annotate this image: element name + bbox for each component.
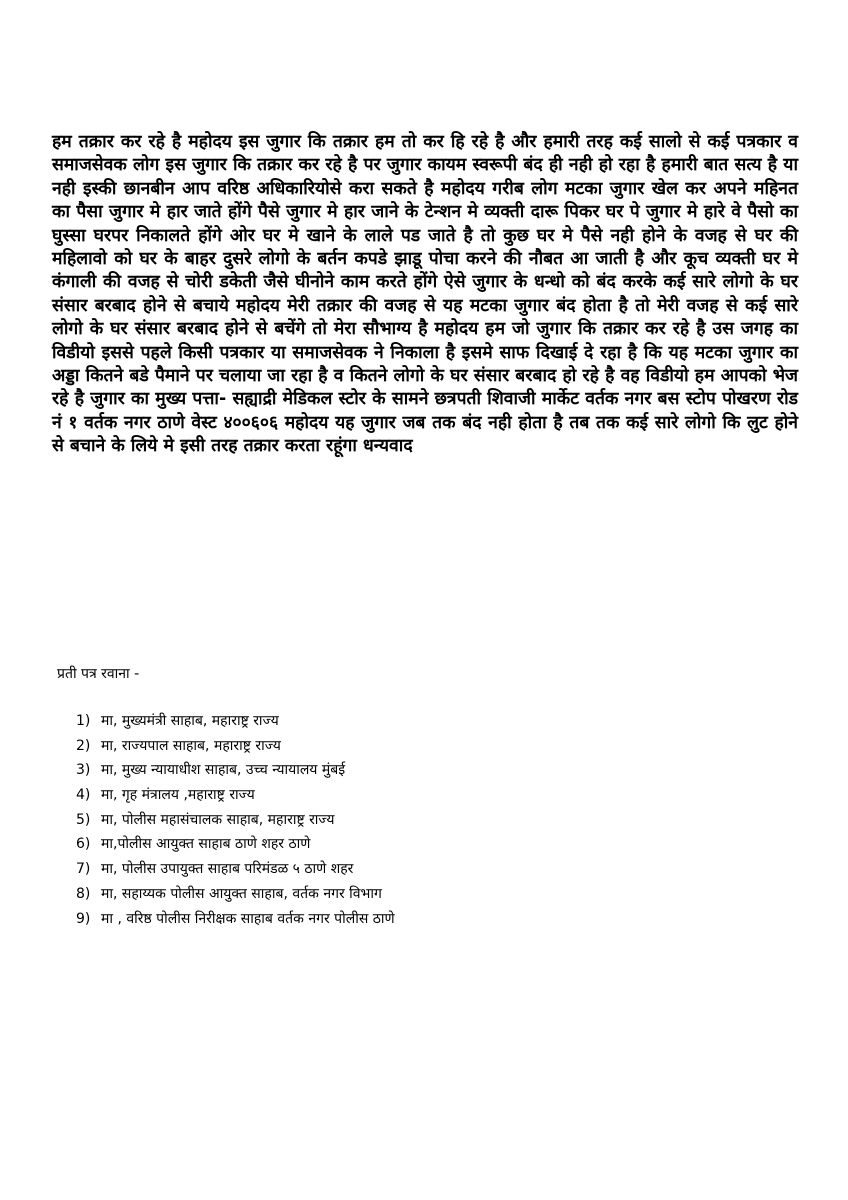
letter-body: हम तक्रार कर रहे है महोदय इस जुगार कि तक्रार हम तो कर हि रहे है और हमारी तरह कई सालो से कई पत्रकार व समाजसेवक लोग इस जुगार कि तक्रार कर रहे है पर जुगार कायम स्वरूपी बंद ही नही हो रहा है हमारी बात सत्य है या नही इस्की छानबीन आप वरिष्ठ अधिकारियोसे करा सकते है महोदय गरीब लोग मटका जुगार खेल कर अपने महिनत का पैसा जुगार मे हार जाते होंगे पैसे जुगार मे हार जाने के टेन्शन मे व्यक्ती दारू पिकर घर पे जुगार मे हारे वे पैसो का घुस्सा घरपर निकालते होंगे ओर घर मे खाने के लाले पड जाते है तो कुछ घर मे पैसे नही होने के वजह से घर की महिलावो को घर के बाहर दुसरे लोगो के बर्तन कपडे झाडू पोचा करने की नौबत आ जाती है और कूच व्यक्ती घर मे कंगाली की वजह से चोरी डकेती जैसे घीनोने काम करते होंगे ऐसे जुगार के धन्धो को बंद करके कई सारे लोगो के घर संसार बरबाद होने से बचाये महोदय मेरी तक्रार की वजह से यह मटका जुगार बंद होता है तो मेरी वजह से कई सारे लोगो के घर संसार बरबाद होने से बचेंगे तो मेरा सौभाग्य है महोदय हम जो जुगार कि तक्रार कर रहे है उस जगह का विडीयो इससे पहले किसी पत्रकार या समाजसेवक ने निकाला है इसमे साफ दिखाई दे रहा है कि यह मटका जुगार का अड्डा कितने बडे पैमाने पर चलाया जा रहा है व कितने लोगो के घर संसार बरबाद हो रहे है वह विडीयो हम आपको भेज रहे है जुगार का मुख्य पत्ता- सह्याद्री मेडिकल स्टोर के सामने छत्रपती शिवाजी मार्केट वर्तक नगर बस स्टोप पोखरण रोड नं १ वर्तक नगर ठाणे वेस्ट ४००६०६ महोदय यह जुगार जब तक बंद नही होता है तब तक कई सारे लोगो कि लुट होने से बचाने के लिये मे इसी तरह तक्रार करता रहूंगा धन्यवाद (52, 132, 798, 457)
list-item-text: मा, सहाय्यक पोलीस आयुक्त साहाब, वर्तक नगर विभाग (101, 885, 382, 902)
list-item-text: मा, गृह मंत्रालय ,महाराष्ट्र राज्य (101, 787, 255, 804)
copy-to-heading: प्रती पत्र रवाना - (57, 666, 140, 682)
list-item (76, 907, 395, 932)
list-item (76, 783, 395, 808)
list-item-number: 1) (76, 713, 91, 729)
list-item-text: मा, मुख्य न्यायाधीश साहाब, उच्च न्यायालय मुंबई (101, 762, 346, 779)
list-item-text: मा,पोलीस आयुक्त साहाब ठाणे शहर ठाणे (101, 836, 311, 853)
list-item-number: 9) (76, 910, 91, 927)
list-item-text: मा , वरिष्ठ पोलीस निरीक्षक साहाब वर्तक नगर पोलीस ठाणे (101, 910, 395, 927)
list-item-number: 6) (76, 836, 91, 853)
list-item-number: 4) (76, 787, 91, 804)
list-item-text: मा, मुख्यमंत्री साहाब, महाराष्ट्र राज्य (101, 713, 279, 729)
list-item (76, 857, 395, 882)
list-item-text: मा, राज्यपाल साहाब, महाराष्ट्र राज्य (101, 737, 281, 754)
list-item (76, 758, 395, 783)
list-item-text: मा, पोलीस उपायुक्त साहाब परिमंडळ ५ ठाणे शहर (101, 861, 354, 878)
copy-to-list (76, 709, 395, 931)
list-item-text: मा, पोलीस महासंचालक साहाब, महाराष्ट्र राज्य (101, 811, 335, 828)
list-item (76, 882, 395, 907)
list-item (76, 808, 395, 833)
list-item-number: 2) (76, 737, 91, 754)
list-item-number: 8) (76, 885, 91, 902)
list-item-number: 3) (76, 762, 91, 779)
list-item (76, 734, 395, 759)
list-item (76, 832, 395, 857)
list-item (76, 709, 395, 734)
list-item-number: 7) (76, 861, 91, 878)
list-item-number: 5) (76, 811, 91, 828)
